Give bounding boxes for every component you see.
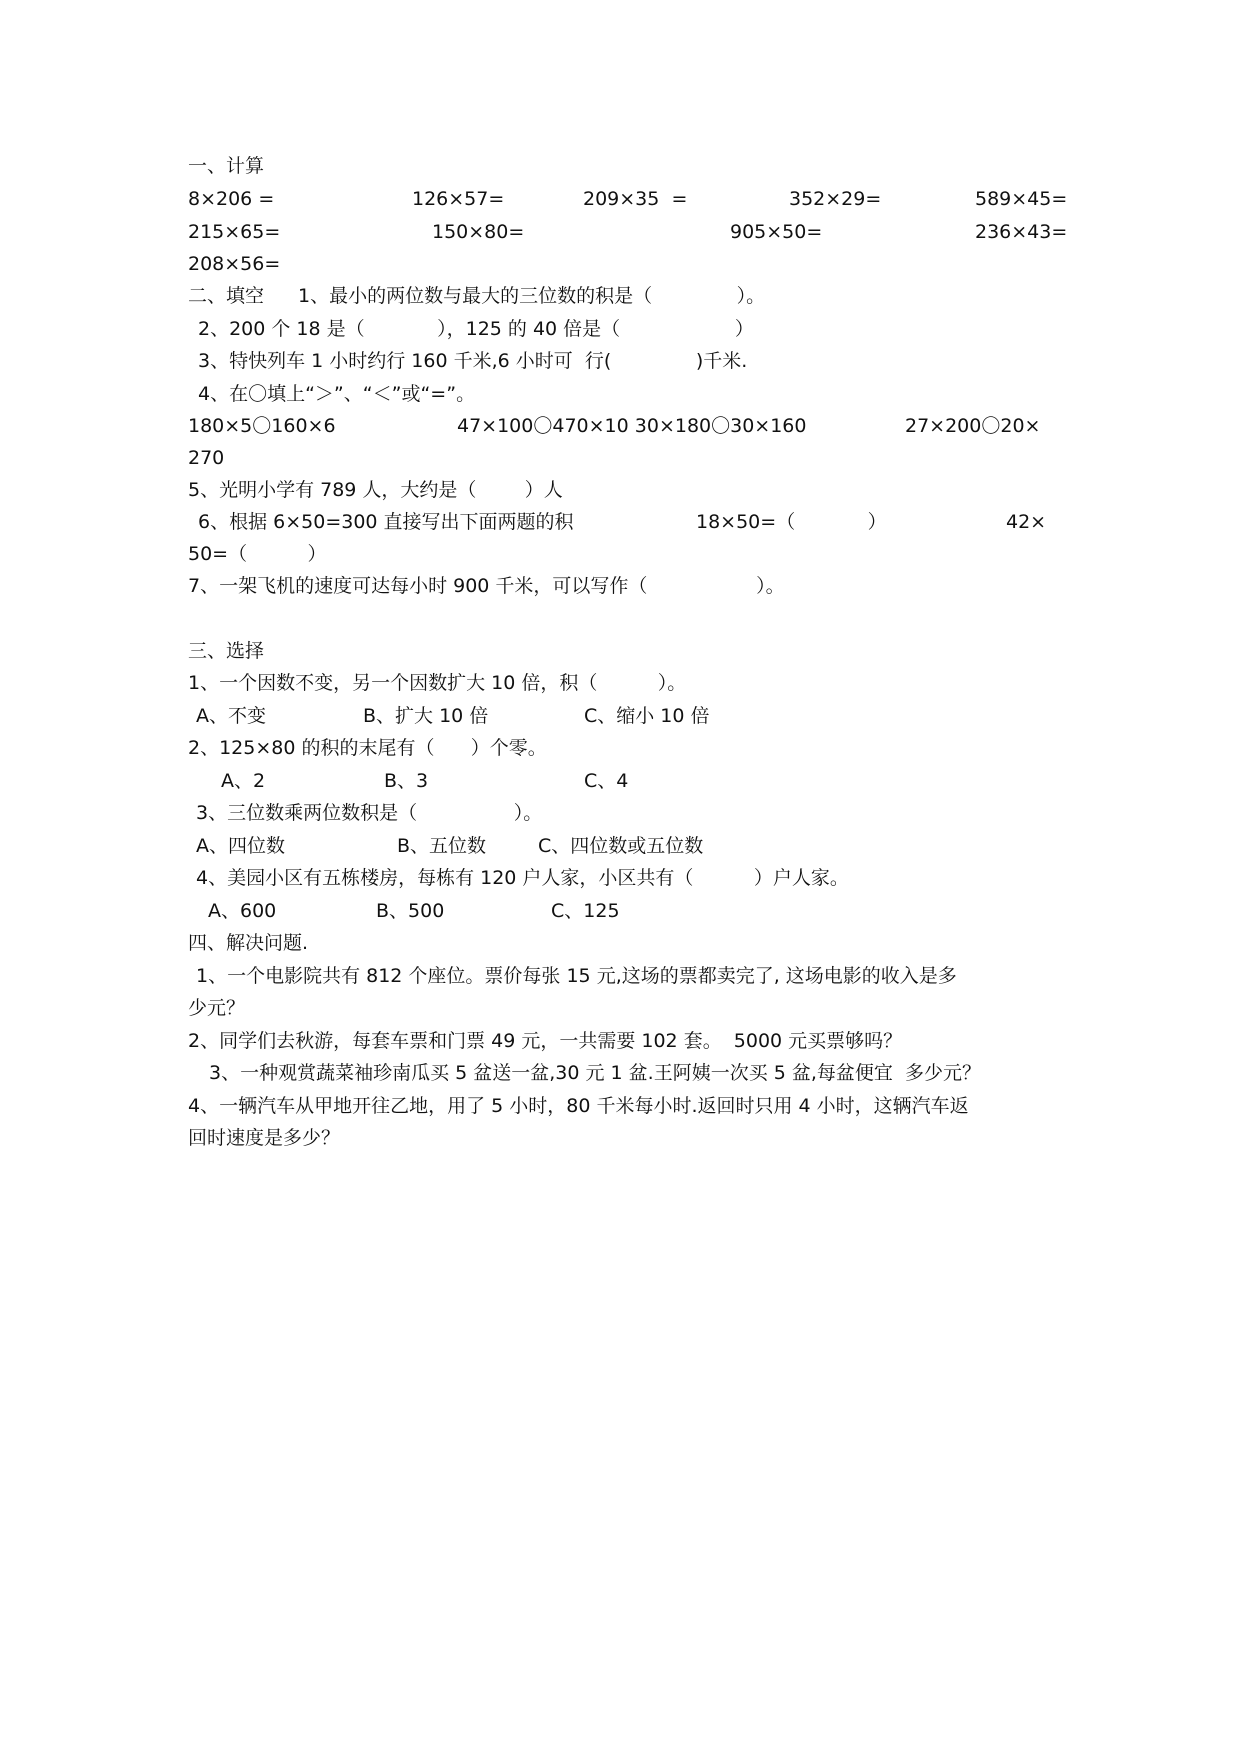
choice-q3-option-a: A、四位数 [196, 835, 285, 857]
choice-q3: 3、三位数乘两位数积是（ ）。 [196, 802, 543, 824]
choice-q3-option-c: C、四位数或五位数 [538, 835, 704, 857]
fill-q4-compare-1: 180×5〇160×6 [188, 415, 336, 437]
calc-problem-3: 209×35 = [583, 188, 688, 210]
choice-q4-option-a: A、600 [208, 900, 277, 922]
fill-q3: 3、特快列车 1 小时约行 160 千米,6 小时可 行( )千米. [198, 350, 748, 372]
fill-q6: 6、根据 6×50=300 直接写出下面两题的积 [198, 511, 574, 533]
choice-q1-option-b: B、扩大 10 倍 [363, 705, 489, 727]
choice-q2-option-c: C、4 [584, 770, 629, 792]
choice-q4-option-b: B、500 [376, 900, 445, 922]
problem-q4-line1: 4、一辆汽车从甲地开往乙地，用了 5 小时，80 千米每小时.返回时只用 4 小时，这辆汽车返 [188, 1095, 969, 1117]
fill-q4-compare-3: 27×200〇20× [905, 415, 1041, 437]
choice-q3-option-b: B、五位数 [397, 835, 487, 857]
calc-problem-4: 352×29= [789, 188, 882, 210]
choice-q2-option-b: B、3 [384, 770, 429, 792]
choice-q1-option-c: C、缩小 10 倍 [584, 705, 710, 727]
choice-q1-option-a: A、不变 [196, 705, 266, 727]
calc-problem-10: 208×56= [188, 253, 281, 275]
calc-problem-1: 8×206 = [188, 188, 275, 210]
calc-problem-6: 215×65= [188, 221, 281, 243]
choice-q4: 4、美园小区有五栋楼房，每栋有 120 户人家，小区共有（ ）户人家。 [196, 867, 849, 889]
problem-q4-line2: 回时速度是多少？ [188, 1127, 341, 1149]
fill-q1: 1、最小的两位数与最大的三位数的积是（ ）。 [298, 285, 766, 307]
fill-q5: 5、光明小学有 789 人，大约是（ ）人 [188, 479, 563, 501]
choice-q2-option-a: A、2 [221, 770, 266, 792]
section-title-word-problems: 四、解决问题. [188, 932, 309, 954]
fill-q4-compare-3-cont: 270 [188, 447, 225, 469]
problem-q1-line2: 少元？ [188, 997, 246, 1019]
calc-problem-2: 126×57= [412, 188, 505, 210]
choice-q4-option-c: C、125 [551, 900, 620, 922]
calc-problem-9: 236×43= [975, 221, 1068, 243]
fill-q4: 4、在〇填上“＞”、“＜”或“=”。 [198, 383, 476, 405]
calc-problem-7: 150×80= [432, 221, 525, 243]
calc-problem-5: 589×45= [975, 188, 1068, 210]
problem-q2: 2、同学们去秋游，每套车票和门票 49 元，一共需要 102 套。 5000 元买票够吗？ [188, 1030, 903, 1052]
fill-q4-compare-2: 47×100〇470×10 30×180〇30×160 [457, 415, 807, 437]
fill-q6-part-b: 42× [1006, 511, 1047, 533]
section-title-fill-in: 二、填空 [188, 285, 265, 307]
fill-q6-part-b-cont: 50=（ ） [188, 543, 327, 565]
section-title-choice: 三、选择 [188, 640, 265, 662]
fill-q2: 2、200 个 18 是（ ），125 的 40 倍是（ ） [198, 318, 754, 340]
fill-q7: 7、一架飞机的速度可达每小时 900 千米，可以写作（ ）。 [188, 575, 785, 597]
choice-q2: 2、125×80 的积的末尾有（ ）个零。 [188, 737, 547, 759]
problem-q1-line1: 1、一个电影院共有 812 个座位。票价每张 15 元,这场的票都卖完了, 这场电影的收入是多 [196, 965, 957, 987]
calc-problem-8: 905×50= [730, 221, 823, 243]
choice-q1: 1、一个因数不变，另一个因数扩大 10 倍，积（ ）。 [188, 672, 687, 694]
section-title-calculation: 一、计算 [188, 155, 265, 177]
fill-q6-part-a: 18×50=（ ） [696, 511, 887, 533]
problem-q3: 3、一种观赏蔬菜袖珍南瓜买 5 盆送一盆,30 元 1 盆.王阿姨一次买 5 盆,每盆便宜 多少元？ [209, 1062, 982, 1084]
